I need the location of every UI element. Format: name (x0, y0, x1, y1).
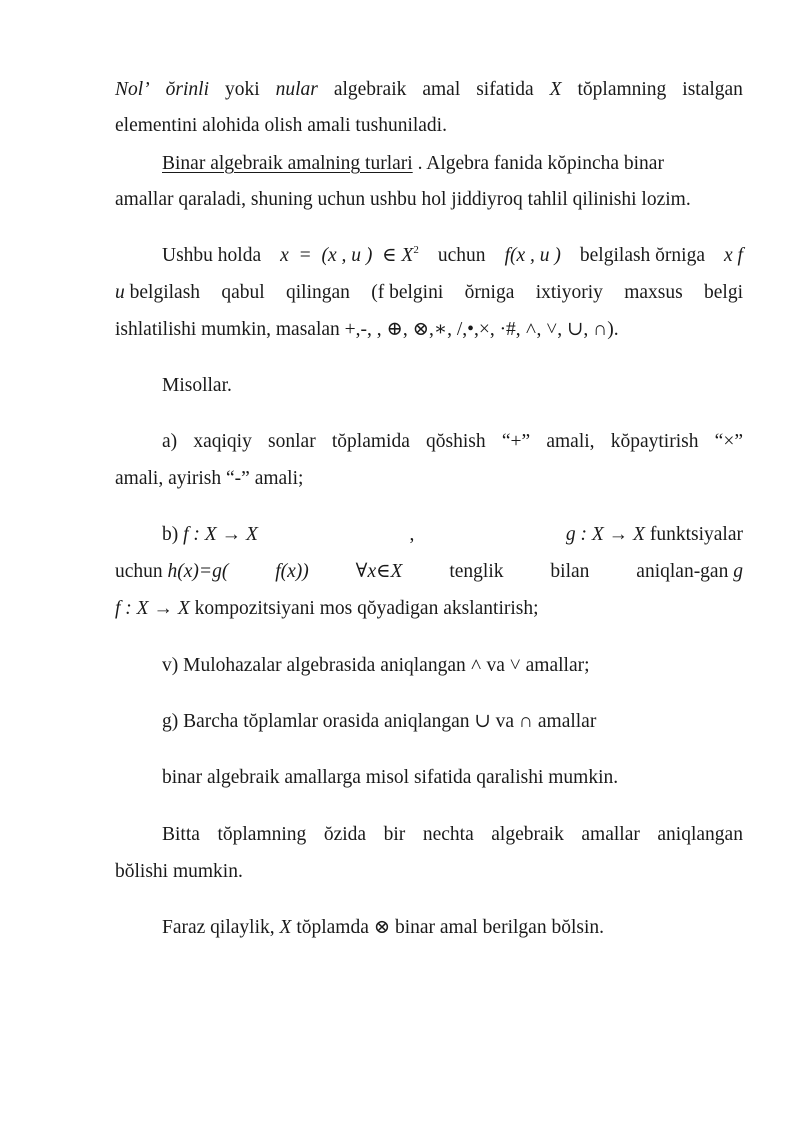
word: (f belgini (371, 282, 444, 303)
word: bir (383, 824, 406, 845)
p3-line3: ishlatilishi mumkin, masalan +,-, , ⊕, ⊗,∗, /,•,×, ·#, ˄, ˅, ∪, ∩). (115, 319, 619, 340)
formula-expr: x = (x , u ) ∈ X (280, 245, 414, 266)
word-group (566, 523, 743, 547)
word: amal (422, 79, 461, 100)
word: qabul (221, 282, 265, 303)
p2-line1 (162, 152, 743, 176)
misollar-heading: Misollar. (162, 375, 232, 396)
text: tŏplamda ⊗ binar amal berilgan bŏlsin. (296, 917, 604, 938)
word: maxsus (624, 282, 683, 303)
p6-line2 (115, 560, 743, 584)
example-g: g) Barcha tŏplamlar orasida aniqlangan ∪ va ∩ amallar (162, 711, 597, 732)
word: istalgan (682, 79, 743, 100)
word: xaqiqiy (193, 431, 252, 452)
examples-conclusion: binar algebraik amallarga misol sifatida qaralishi mumkin. (162, 767, 619, 788)
formula: f(x , u ) (504, 245, 561, 266)
p10-line2: bŏlishi mumkin. (115, 861, 243, 882)
p6-line1 (162, 523, 743, 547)
p10-line1 (162, 823, 743, 847)
text: Faraz qilaylik, (162, 917, 275, 938)
formula: f(x)) (275, 561, 309, 582)
example-v: v) Mulohazalar algebrasida aniqlangan ˄ va ˅ amallar; (162, 655, 590, 676)
formula: f : X → X (115, 598, 190, 619)
word: sifatida (476, 79, 534, 100)
p3-line2 (115, 281, 743, 305)
word: algebraik (333, 79, 407, 100)
p2-line2: amallar qaraladi, shuning uchun ushbu hol jiddiyroq tahlil qilinishi lozim. (115, 189, 691, 210)
word: tŏplamning (217, 824, 307, 845)
formula: h(x)=g( (167, 561, 229, 582)
formula: ∀x∈X (355, 561, 403, 582)
word: yoki (224, 79, 260, 100)
word: nechta (422, 824, 474, 845)
word: sonlar (268, 431, 316, 452)
formula: g : X → X (565, 524, 645, 545)
word: aniqlangan (657, 824, 743, 845)
word: “+” (501, 431, 531, 452)
word: ixtiyoriy (535, 282, 603, 303)
word: belgi (704, 282, 743, 303)
word: Bitta (162, 824, 200, 845)
var: g (733, 561, 743, 582)
text: belgilash ŏrniga (579, 245, 705, 266)
word: tŏplamida (331, 431, 410, 452)
word-group (115, 560, 228, 584)
word: kŏpaytirish (610, 431, 699, 452)
text: Ushbu holda (162, 245, 262, 266)
word: X (549, 79, 562, 100)
text: . Algebra fanida kŏpincha binar (417, 153, 664, 174)
p5-line1 (162, 430, 743, 454)
word-group (636, 560, 743, 584)
word: amali, (546, 431, 595, 452)
label: b) (162, 524, 179, 545)
formula: x f (724, 245, 743, 266)
word: tŏplamning (577, 79, 667, 100)
superscript: 2 (413, 244, 419, 256)
comma: , (409, 524, 415, 545)
word: aniqlan-gan (636, 561, 729, 582)
formula: f : X → X (183, 524, 258, 545)
word: nular (275, 79, 318, 100)
section-heading: Binar algebraik amalning turlari (162, 153, 413, 174)
p1-line1 (115, 78, 743, 102)
word: qilingan (285, 282, 350, 303)
word-group (162, 523, 258, 547)
word: algebraik (491, 824, 564, 845)
p5-line2: amali, ayirish “-” amali; (115, 468, 304, 489)
word: ŏrinli (165, 79, 209, 100)
word: tenglik (449, 561, 504, 582)
text: uchun (437, 245, 486, 266)
word: Nol’ (115, 79, 150, 100)
formula (280, 244, 419, 268)
word: a) (162, 431, 178, 452)
word: belgilash (129, 282, 201, 303)
p6-line3 (115, 597, 743, 621)
word: ŏzida (323, 824, 367, 845)
word-group (115, 281, 200, 305)
p1-line2: elementini alohida olish amali tushuniladi. (115, 115, 447, 136)
word: funktsiyalar (649, 524, 743, 545)
word: uchun (115, 561, 163, 582)
var: X (279, 917, 292, 938)
word: amallar (581, 824, 640, 845)
word: qŏshish (426, 431, 486, 452)
p11-line1 (162, 916, 743, 940)
p3-line1 (162, 244, 743, 268)
word: “×” (714, 431, 743, 452)
word: ŏrniga (464, 282, 515, 303)
word: bilan (550, 561, 590, 582)
var: u (115, 282, 125, 303)
text: kompozitsiyani mos qŏyadigan akslantirish; (194, 598, 539, 619)
